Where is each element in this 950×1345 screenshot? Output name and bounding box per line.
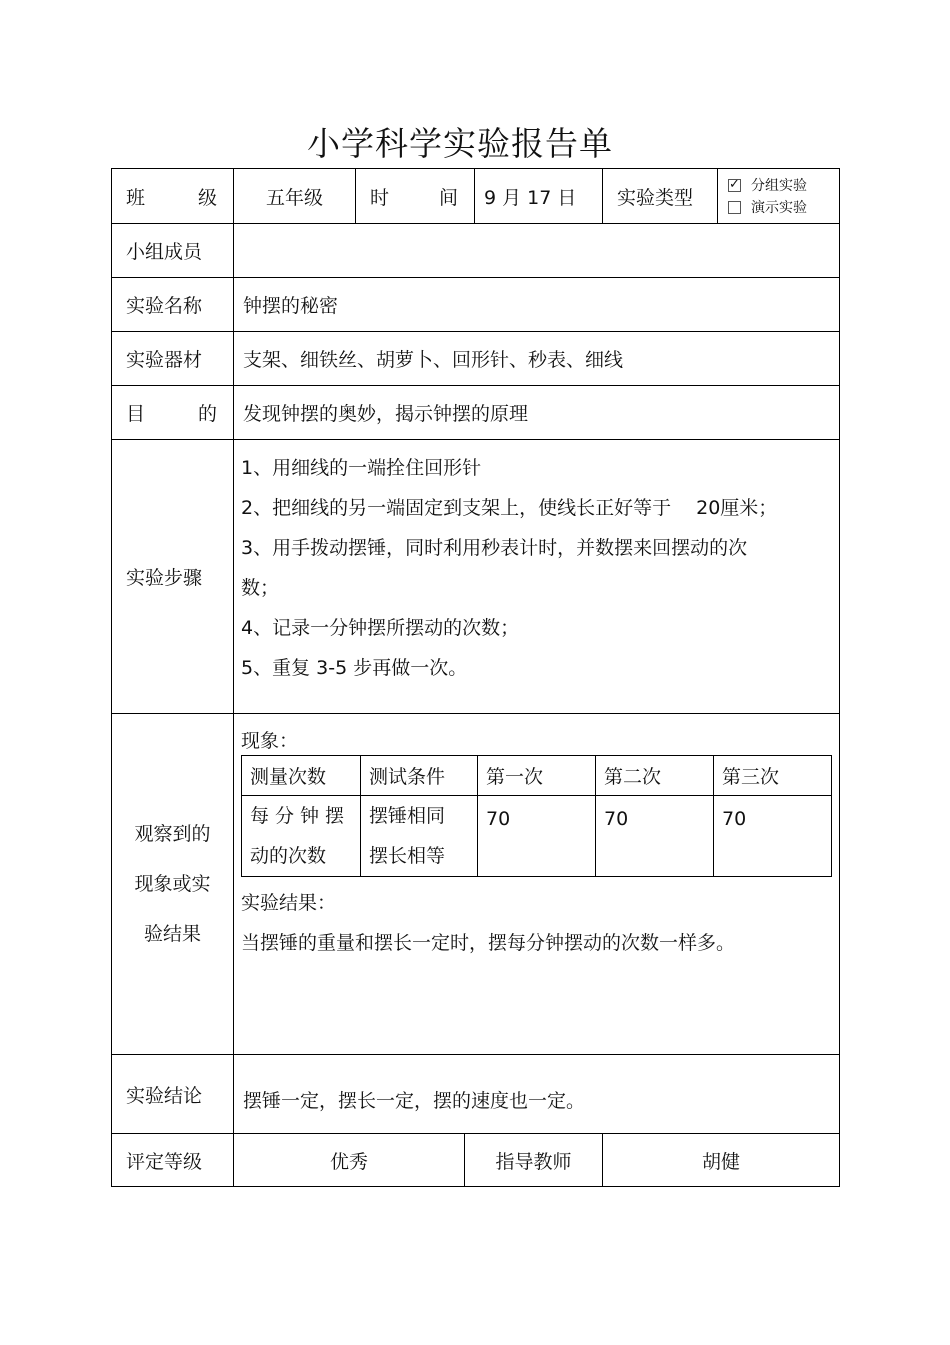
step-item: 2、把细线的另一端固定到支架上，使线长正好等于 20厘米；: [241, 497, 778, 519]
type-option-group[interactable]: [728, 174, 807, 196]
table-row: [242, 796, 832, 877]
row-label-line: 每分钟摆: [250, 805, 351, 827]
condition-line: 摆长相等: [369, 845, 446, 867]
step-item: 4、记录一分钟摆所摆动的次数；: [241, 617, 520, 639]
observation-label-line: 观察到的: [134, 823, 211, 845]
table-header-cell: 第二次: [596, 756, 714, 796]
type-option-group-label: 分组实验: [751, 178, 807, 194]
row-label-line: 动的次数: [250, 845, 327, 867]
table-header-cell: 测量次数: [242, 756, 361, 796]
time-label-a: 时: [370, 186, 390, 209]
measurement-table: [241, 755, 832, 877]
members-value: [233, 223, 840, 278]
purpose-label-a: 目: [126, 403, 146, 425]
page-title: 小学科学实验报告单: [307, 124, 613, 163]
purpose-label-b: 的: [197, 403, 217, 425]
checkbox-empty-icon[interactable]: [728, 201, 741, 214]
teacher-label: 指导教师: [464, 1133, 603, 1187]
type-option-demo-label: 演示实验: [751, 200, 807, 216]
table-header-cell: 测试条件: [361, 756, 478, 796]
steps-label: 实验步骤: [111, 439, 234, 714]
time-label: [355, 168, 475, 224]
class-label-a: 班: [126, 186, 146, 209]
step-item: 数；: [241, 577, 280, 599]
checkbox-checked-icon[interactable]: ✓: [729, 176, 740, 192]
table-header-cell: 第一次: [478, 756, 596, 796]
observation-label: [111, 713, 234, 1055]
class-label: [111, 168, 234, 224]
materials-value: 支架、细铁丝、胡萝卜、回形针、秒表、细线: [233, 331, 840, 386]
type-label: 实验类型: [602, 168, 718, 224]
observation-label-line: 现象或实: [134, 873, 211, 895]
conclusion-label: 实验结论: [111, 1054, 234, 1134]
class-value: 五年级: [233, 168, 356, 224]
observation-label-line: 验结果: [143, 923, 201, 945]
purpose-label: [111, 385, 234, 440]
members-label: 小组成员: [111, 223, 234, 278]
purpose-value: 发现钟摆的奥妙，揭示钟摆的原理: [233, 385, 840, 440]
teacher-value: 胡健: [602, 1133, 840, 1187]
table-header-row: [242, 756, 832, 796]
name-value: 钟摆的秘密: [233, 277, 840, 332]
result-text: 当摆锤的重量和摆长一定时，摆每分钟摆动的次数一样多。: [241, 932, 736, 954]
phenomenon-label: 现象：: [241, 730, 299, 752]
condition-line: 摆锤相同: [369, 805, 446, 827]
class-label-b: 级: [197, 186, 217, 209]
steps-list: [241, 448, 831, 688]
materials-label: 实验器材: [111, 331, 234, 386]
conclusion-value: 摆锤一定，摆长一定，摆的速度也一定。: [233, 1054, 840, 1134]
value-cell: 70: [596, 796, 714, 877]
grade-label: 评定等级: [111, 1133, 234, 1187]
type-options: [717, 168, 840, 224]
name-label: 实验名称: [111, 277, 234, 332]
type-option-demo[interactable]: [728, 196, 807, 218]
value-cell: 70: [714, 796, 832, 877]
result-label: 实验结果：: [241, 892, 337, 914]
table-header-cell: 第三次: [714, 756, 832, 796]
step-item: 5、重复 3-5 步再做一次。: [241, 657, 468, 679]
time-label-b: 间: [438, 186, 458, 209]
step-item: 1、用细线的一端拴住回形针: [241, 457, 482, 479]
condition-cell: [361, 796, 478, 877]
grade-value: 优秀: [233, 1133, 465, 1187]
value-cell: 70: [478, 796, 596, 877]
time-value: 9 月 17 日: [474, 168, 603, 224]
row-label-cell: [242, 796, 361, 877]
step-item: 3、用手拨动摆锤，同时利用秒表计时，并数摆来回摆动的次: [241, 537, 748, 559]
